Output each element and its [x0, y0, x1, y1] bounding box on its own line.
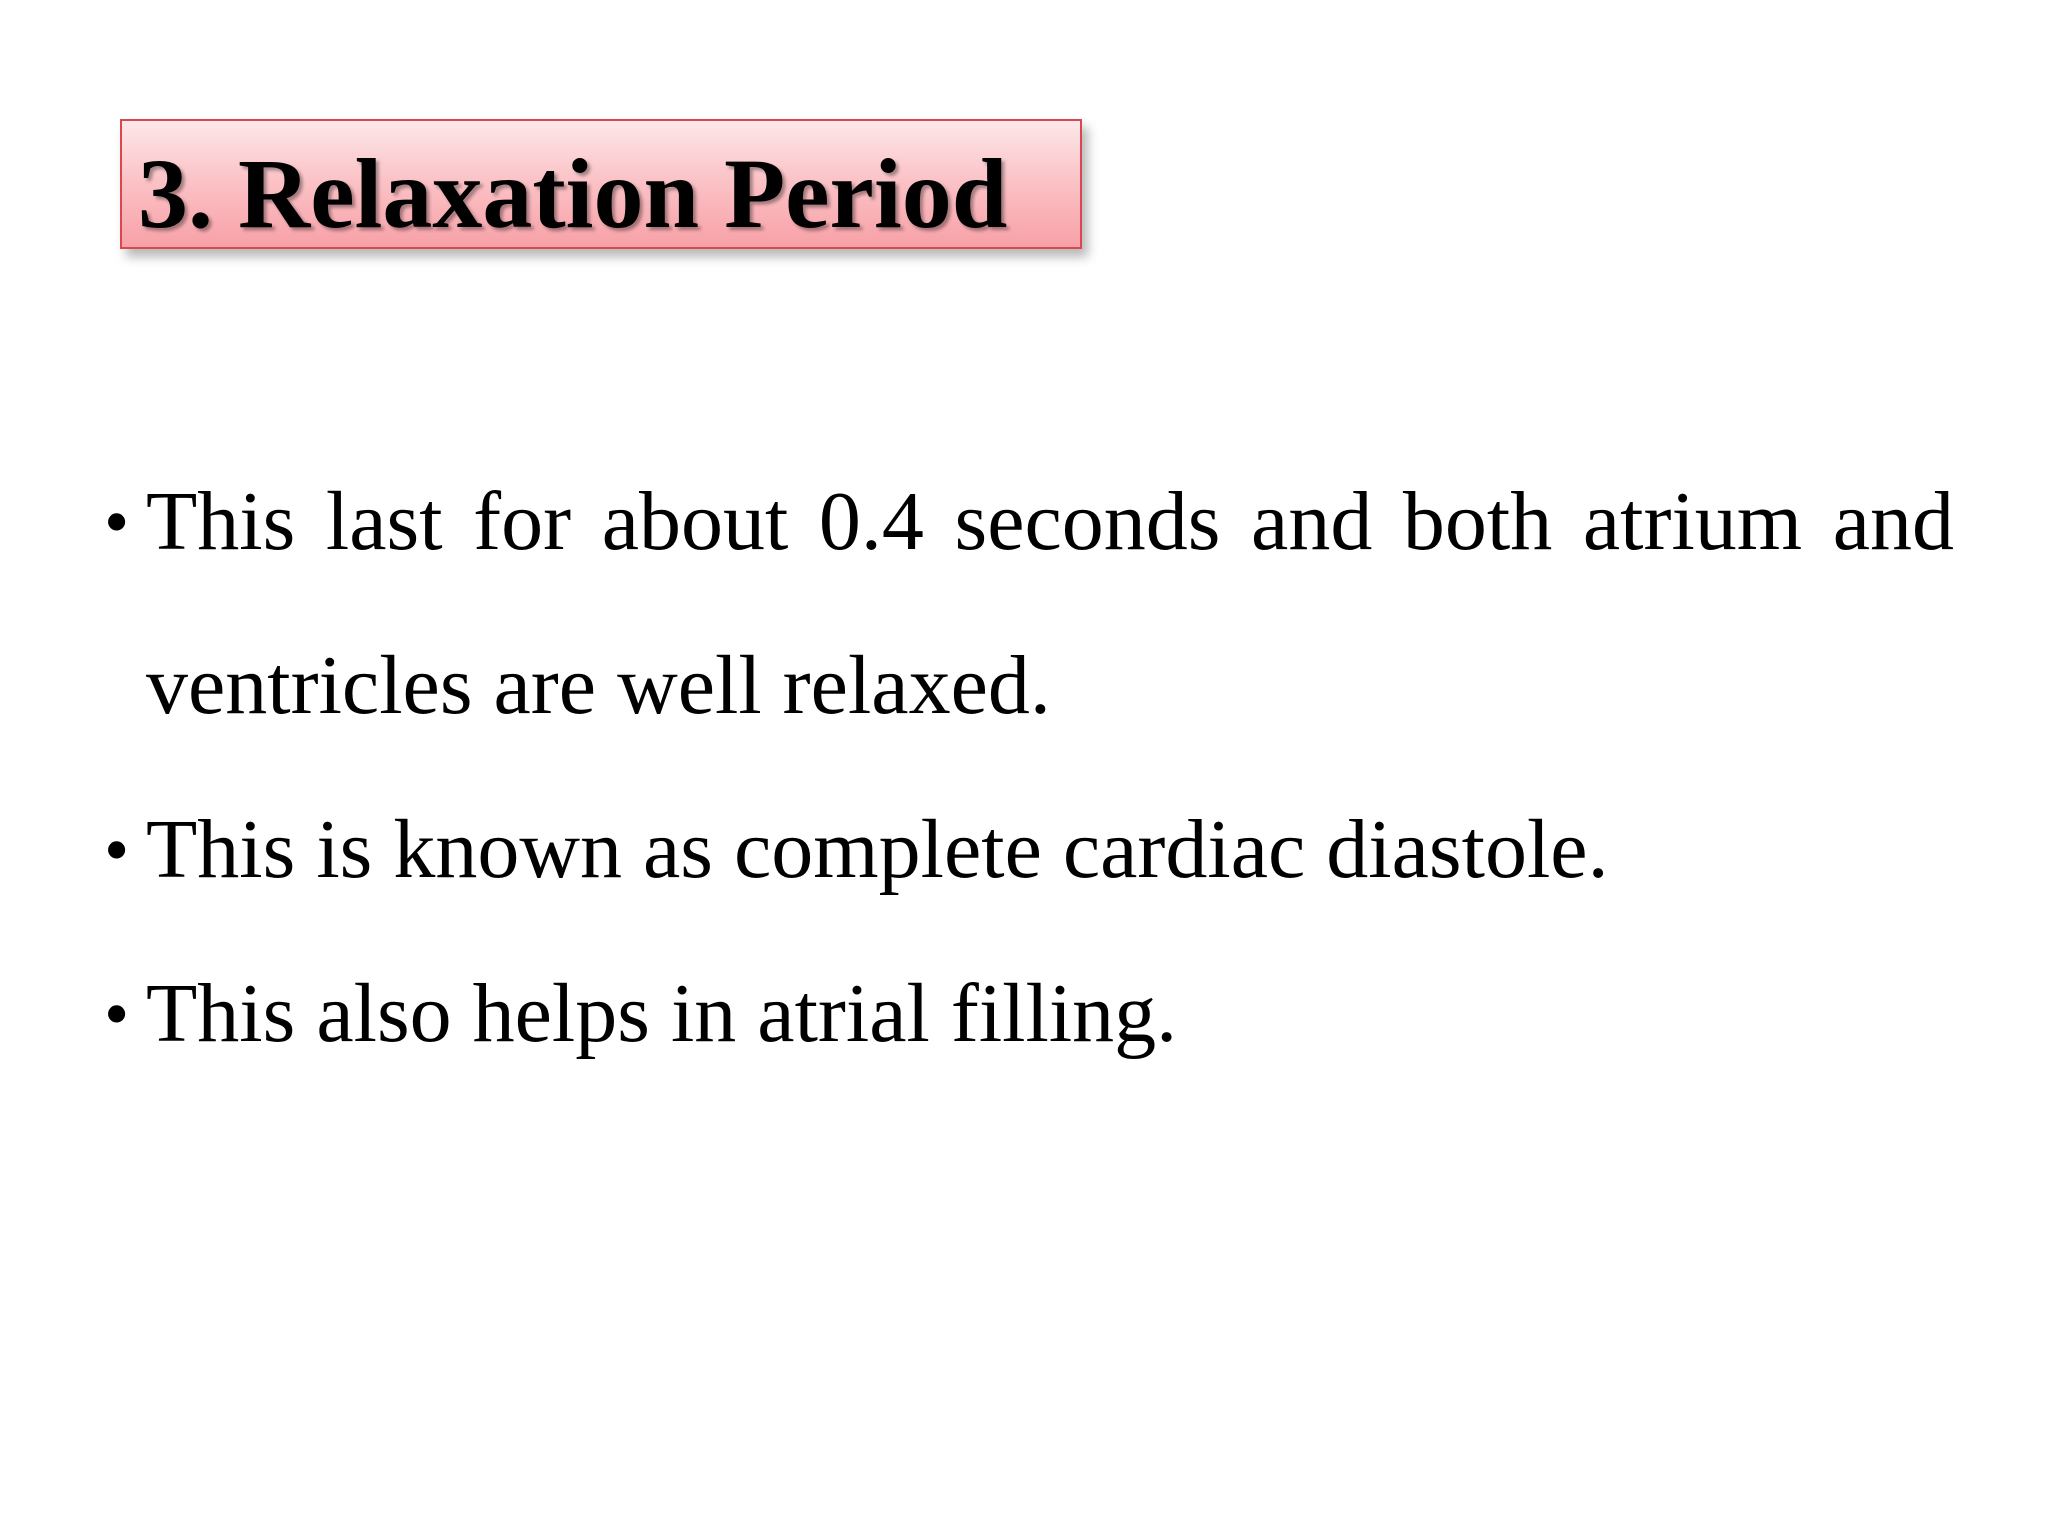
bullet-item [104, 440, 1954, 768]
bullet-text: This also helps in atrial filling. [146, 967, 1178, 1060]
bullet-text: This is known as complete cardiac diastole. [146, 803, 1609, 896]
bullet-item [104, 768, 1954, 932]
bullet-list [104, 440, 1954, 1096]
bullet-item [104, 932, 1954, 1096]
bullet-dot-icon: • [104, 810, 130, 890]
slide-title: 3. Relaxation Period [138, 138, 1008, 249]
bullet-dot-icon: • [104, 482, 130, 562]
bullet-text: This last for about 0.4 seconds and both atrium and ventricles are well relaxed. [146, 475, 1954, 732]
bullet-dot-icon: • [104, 974, 130, 1054]
